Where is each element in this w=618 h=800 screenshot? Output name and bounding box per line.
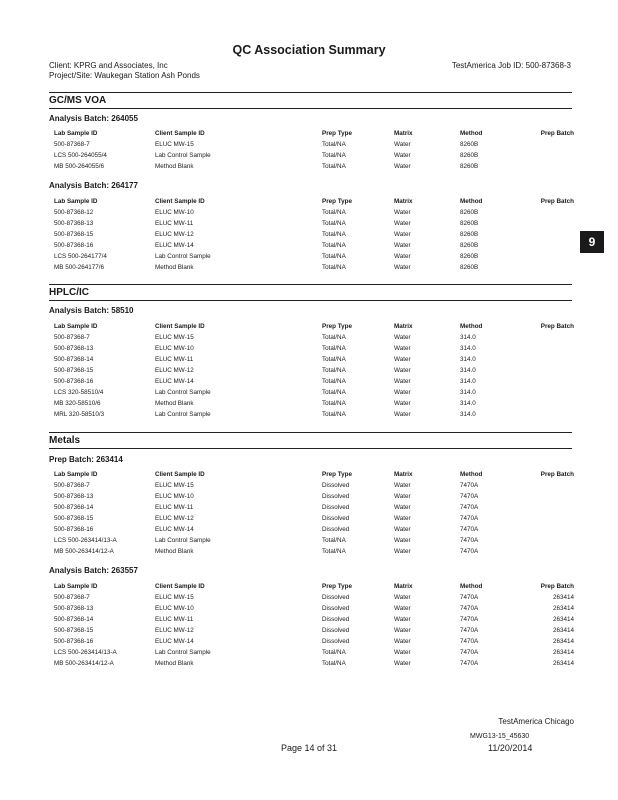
table-row: MB 500-263414/12-A Method Blank Total/NA Water 7470A bbox=[54, 548, 479, 555]
footer-date: 11/20/2014 bbox=[488, 743, 533, 753]
table-row: 500-87368-15 ELUC MW-12 Dissolved Water 7470A bbox=[54, 515, 479, 522]
table-row: 500-87368-13 ELUC MW-10 Total/NA Water 314.0 bbox=[54, 345, 476, 352]
table-header: Lab Sample ID Client Sample ID Prep Type Matrix Method Prep Batch bbox=[54, 198, 574, 205]
table-row: LCS 500-263414/13-A Lab Control Sample Total/NA Water 7470A bbox=[54, 537, 479, 544]
table-row: 500-87368-13 ELUC MW-10 Dissolved Water 7470A 263414 bbox=[54, 605, 574, 612]
section-hplc-ic bbox=[49, 287, 572, 298]
section-title: GC/MS VOA bbox=[49, 95, 107, 106]
batch-label: Analysis Batch: 58510 bbox=[49, 306, 134, 315]
table-row: MB 500-264055/6 Method Blank Total/NA Water 8260B bbox=[54, 163, 479, 170]
table-row: 500-87368-7 ELUC MW-15 Total/NA Water 314.0 bbox=[54, 334, 476, 341]
project-site: Project/Site: Waukegan Station Ash Ponds bbox=[49, 71, 200, 80]
job-id: TestAmerica Job ID: 500-87368-3 bbox=[451, 61, 571, 70]
table-row: 500-87368-15 ELUC MW-12 Total/NA Water 314.0 bbox=[54, 367, 476, 374]
table-row: 500-87368-13 ELUC MW-11 Total/NA Water 8260B bbox=[54, 220, 479, 227]
table-row: 500-87368-16 ELUC MW-14 Total/NA Water 8260B bbox=[54, 242, 479, 249]
table-header: Lab Sample ID Client Sample ID Prep Type Matrix Method Prep Batch bbox=[54, 130, 574, 137]
table-row: 500-87368-14 ELUC MW-11 Total/NA Water 314.0 bbox=[54, 356, 476, 363]
table-row: 500-87368-13 ELUC MW-10 Dissolved Water 7470A bbox=[54, 493, 479, 500]
table-row: 500-87368-7 ELUC MW-15 Total/NA Water 8260B bbox=[54, 141, 479, 148]
client-name: Client: KPRG and Associates, Inc bbox=[49, 61, 168, 70]
batch-label: Analysis Batch: 264055 bbox=[49, 114, 138, 123]
table-row: LCS 500-263414/13-A Lab Control Sample Total/NA Water 7470A 263414 bbox=[54, 649, 574, 656]
table-row: LCS 500-264177/4 Lab Control Sample Total/NA Water 8260B bbox=[54, 253, 479, 260]
table-row: 500-87368-14 ELUC MW-11 Dissolved Water 7470A bbox=[54, 504, 479, 511]
page-number: Page 14 of 31 bbox=[280, 743, 338, 753]
table-row: 500-87368-12 ELUC MW-10 Total/NA Water 8260B bbox=[54, 209, 479, 216]
table-row: MB 320-58510/6 Method Blank Total/NA Water 314.0 bbox=[54, 400, 476, 407]
batch-label: Prep Batch: 263414 bbox=[49, 455, 123, 464]
batch-label: Analysis Batch: 263557 bbox=[49, 566, 138, 575]
batch-label: Analysis Batch: 264177 bbox=[49, 181, 138, 190]
page-title: QC Association Summary bbox=[232, 43, 386, 57]
table-row: LCS 320-58510/4 Lab Control Sample Total/NA Water 314.0 bbox=[54, 389, 476, 396]
table-row: 500-87368-7 ELUC MW-15 Dissolved Water 7470A 263414 bbox=[54, 594, 574, 601]
section-title: HPLC/IC bbox=[49, 287, 89, 298]
table-header: Lab Sample ID Client Sample ID Prep Type Matrix Method Prep Batch bbox=[54, 583, 574, 590]
table-row: 500-87368-16 ELUC MW-14 Total/NA Water 314.0 bbox=[54, 378, 476, 385]
footer-doc-id: MWG13-15_45630 bbox=[470, 733, 530, 740]
table-row: 500-87368-14 ELUC MW-11 Dissolved Water 7470A 263414 bbox=[54, 616, 574, 623]
table-row: MB 500-264177/6 Method Blank Total/NA Water 8260B bbox=[54, 264, 479, 271]
table-header: Lab Sample ID Client Sample ID Prep Type Matrix Method Prep Batch bbox=[54, 471, 574, 478]
section-metals bbox=[49, 435, 572, 446]
table-row: MRL 320-58510/3 Lab Control Sample Total/NA Water 314.0 bbox=[54, 411, 476, 418]
table-row: 500-87368-16 ELUC MW-14 Dissolved Water 7470A bbox=[54, 526, 479, 533]
section-gcms-voa bbox=[49, 95, 572, 106]
table-header: Lab Sample ID Client Sample ID Prep Type Matrix Method Prep Batch bbox=[54, 323, 574, 330]
section-tab-badge: 9 bbox=[580, 231, 604, 253]
section-title: Metals bbox=[49, 435, 81, 446]
footer-lab-name: TestAmerica Chicago bbox=[498, 717, 574, 726]
table-row: 500-87368-15 ELUC MW-12 Total/NA Water 8260B bbox=[54, 231, 479, 238]
table-row: LCS 500-264055/4 Lab Control Sample Total/NA Water 8260B bbox=[54, 152, 479, 159]
table-row: 500-87368-7 ELUC MW-15 Dissolved Water 7470A bbox=[54, 482, 479, 489]
table-row: 500-87368-15 ELUC MW-12 Dissolved Water 7470A 263414 bbox=[54, 627, 574, 634]
table-row: 500-87368-16 ELUC MW-14 Dissolved Water 7470A 263414 bbox=[54, 638, 574, 645]
table-row: MB 500-263414/12-A Method Blank Total/NA Water 7470A 263414 bbox=[54, 660, 574, 667]
